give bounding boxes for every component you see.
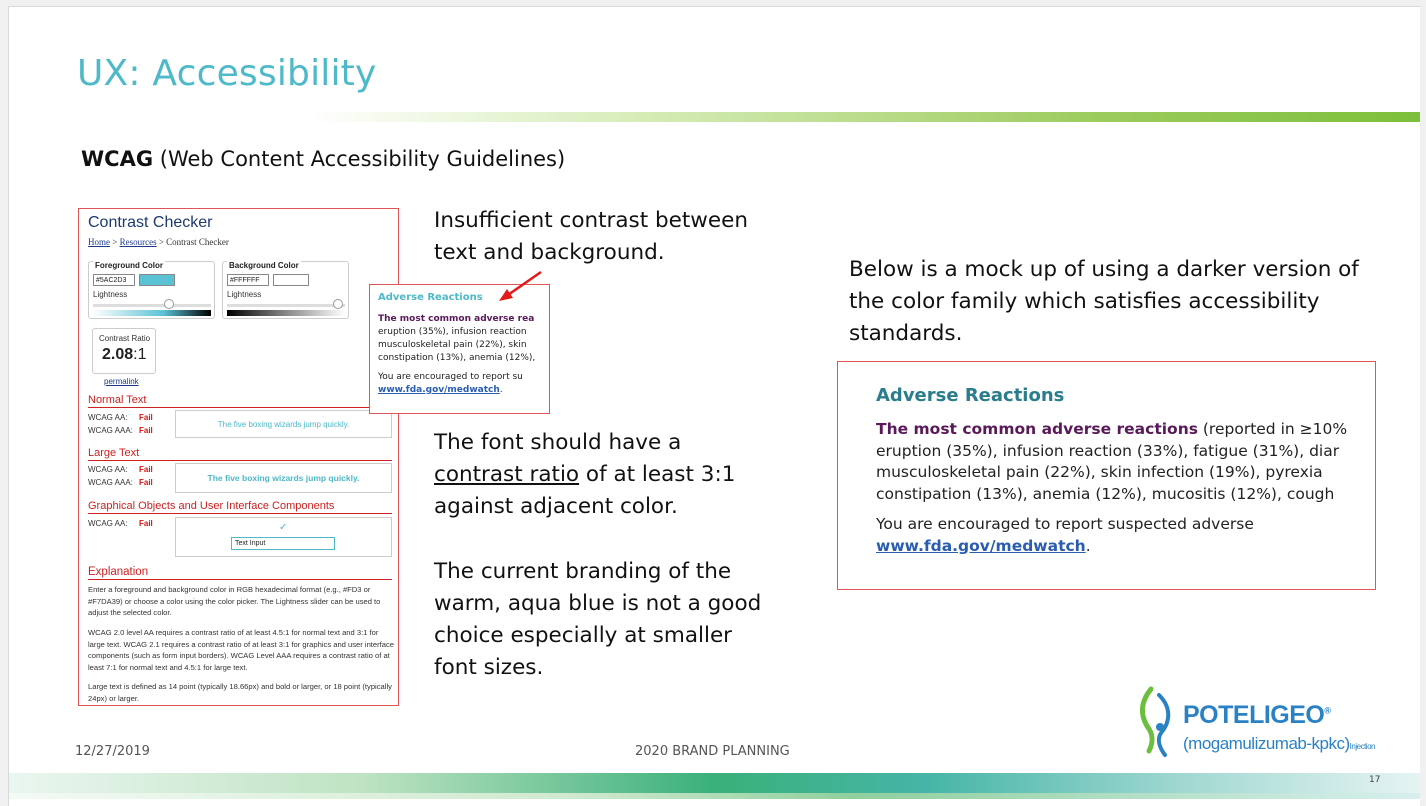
- mock-line-3: standards.: [849, 321, 963, 346]
- font-line-1: The font should have a: [434, 430, 682, 455]
- foreground-swatch[interactable]: [139, 274, 175, 286]
- subtitle-bold: WCAG: [81, 147, 154, 171]
- logo-leaf-icon: [1137, 685, 1181, 761]
- slide: [8, 6, 1420, 806]
- large-aaa-row: [88, 478, 153, 487]
- foreground-gradient: [93, 310, 211, 316]
- normal-text-sample: The five boxing wizards jump quickly.: [175, 410, 392, 438]
- adverse-small-body: [378, 313, 550, 365]
- normal-aa-row: [88, 413, 153, 422]
- foreground-lightness-track[interactable]: [93, 304, 211, 307]
- branding-line-1: The current branding of the: [434, 559, 732, 584]
- background-gradient: [227, 310, 345, 316]
- background-hex-input[interactable]: #FFFFFF: [227, 274, 269, 286]
- row-label: WCAG AA:: [88, 465, 128, 474]
- background-color-box: [222, 261, 349, 319]
- mock-line-1: Below is a mock up of using a darker version of: [849, 257, 1359, 282]
- ratio-number: 2.08: [102, 346, 134, 363]
- contrast-ratio-link[interactable]: contrast ratio: [434, 462, 580, 487]
- background-label: Background Color: [229, 261, 299, 270]
- mock-body: [876, 419, 1347, 505]
- contrast-ratio-text: [434, 427, 735, 523]
- adverse-reactions-mockup: [837, 361, 1376, 590]
- slide-title: UX: Accessibility: [77, 53, 377, 94]
- fail-badge: Fail: [139, 478, 153, 487]
- foreground-hex-input[interactable]: #5AC2D3: [93, 274, 135, 286]
- large-aa-row: [88, 465, 153, 474]
- branding-line-4: font sizes.: [434, 655, 544, 680]
- contrast-ratio-label: Contrast Ratio: [99, 334, 151, 343]
- mock-line-1-bold: The most common adverse reactions: [876, 420, 1198, 438]
- contrast-ratio-box: [92, 328, 156, 374]
- mock-line-2: eruption (35%), infusion reaction (33%), fatigue (31%), diar: [876, 441, 1340, 460]
- footer-gradient-bar-lower: [9, 793, 1420, 799]
- row-label: WCAG AA:: [88, 413, 128, 422]
- insufficient-line-2: text and background.: [434, 240, 665, 265]
- checkmark-icon: ✓: [279, 522, 288, 533]
- explanation-paragraph-1: Enter a foreground and background color in RGB hexadecimal format (e.g., #FD3 or #F7DA39) or choose a color using the color picker. The Lightness slider can be used to adjust the selected color.: [88, 585, 381, 617]
- large-text-sample: The five boxing wizards jump quickly.: [175, 463, 392, 493]
- sample-text-input[interactable]: Text Input: [231, 537, 335, 550]
- background-lightness-slider[interactable]: [333, 299, 343, 309]
- row-label: WCAG AAA:: [88, 478, 133, 487]
- breadcrumb: [88, 237, 229, 247]
- background-lightness-label: Lightness: [227, 290, 262, 299]
- mock-line-3: musculoskeletal pain (22%), skin infection (19%), pyrexia: [876, 463, 1323, 481]
- medwatch-link-small[interactable]: www.fda.gov/medwatch: [378, 385, 500, 395]
- mock-line-1-rest: (reported in ≥10%: [1197, 420, 1348, 438]
- font-line-2: [434, 459, 735, 491]
- explanation-paragraph-3: Large text is defined as 14 point (typically 18.66px) and bold or larger, or 18 point (typically 24px) or larger.: [88, 682, 392, 703]
- mock-line-4: constipation (13%), anemia (12%), mucositis (12%), cough: [876, 484, 1335, 503]
- poteligeo-logo: [1137, 683, 1407, 763]
- permalink-link[interactable]: permalink: [104, 377, 139, 386]
- font-line-3: against adjacent color.: [434, 494, 678, 519]
- branding-text: [434, 556, 761, 684]
- explanation-heading: Explanation: [88, 566, 392, 580]
- logo-generic-name: (mogamulizumab-kpkc): [1183, 734, 1350, 753]
- contrast-ratio-value: [102, 346, 146, 364]
- breadcrumb-home-link[interactable]: Home: [88, 237, 110, 247]
- subtitle: [81, 147, 565, 171]
- mock-line-2: the color family which satisfies accessibility: [849, 289, 1320, 314]
- branding-line-3: choice especially at smaller: [434, 623, 733, 648]
- foreground-lightness-label: Lightness: [93, 290, 128, 299]
- font-line-2-rest: of at least 3:1: [579, 462, 736, 487]
- adverse-small-line-4: constipation (13%), anemia (12%),: [378, 353, 536, 363]
- adverse-reactions-original-screenshot: [369, 284, 550, 414]
- logo-brand-name: POTELIGEO: [1183, 701, 1325, 729]
- normal-aaa-row: [88, 426, 153, 435]
- fail-badge: Fail: [139, 426, 153, 435]
- foreground-label: Foreground Color: [95, 261, 163, 270]
- mock-heading: Adverse Reactions: [876, 385, 1065, 406]
- large-text-heading: Large Text: [88, 447, 392, 461]
- logo-brand: [1183, 701, 1331, 730]
- adverse-small-heading: Adverse Reactions: [378, 292, 483, 303]
- mock-report: [876, 514, 1254, 557]
- footer-gradient-bar: [9, 773, 1420, 795]
- fail-badge: Fail: [139, 519, 153, 528]
- graphical-aa-row: [88, 519, 153, 528]
- adverse-small-line-1: The most common adverse rea: [378, 314, 535, 324]
- insufficient-contrast-text: [434, 205, 748, 269]
- mock-report-line: You are encouraged to report suspected adverse: [876, 515, 1254, 533]
- title-accent-bar: [309, 112, 1420, 122]
- red-arrow-icon: [497, 269, 547, 303]
- contrast-checker-screenshot: [78, 208, 399, 706]
- footer-date: 12/27/2019: [75, 744, 150, 759]
- breadcrumb-resources-link[interactable]: Resources: [119, 237, 157, 247]
- mockup-description-text: [849, 254, 1359, 350]
- background-lightness-track[interactable]: [227, 304, 345, 307]
- period: .: [499, 385, 503, 395]
- logo-registered: ®: [1324, 705, 1331, 716]
- ratio-suffix: :1: [133, 346, 147, 363]
- footer-center-text: 2020 BRAND PLANNING: [635, 744, 790, 759]
- page-number: 17: [1369, 775, 1381, 785]
- subtitle-rest: (Web Content Accessibility Guidelines): [153, 147, 566, 171]
- breadcrumb-current: > Contrast Checker: [156, 237, 229, 247]
- foreground-color-box: [88, 261, 215, 319]
- adverse-small-report-line: You are encouraged to report su: [378, 372, 523, 382]
- checker-title: Contrast Checker: [88, 214, 213, 231]
- adverse-small-line-3: musculoskeletal pain (22%), skin: [378, 340, 527, 350]
- fail-badge: Fail: [139, 413, 153, 422]
- adverse-small-report: [378, 371, 523, 397]
- medwatch-link-mock[interactable]: www.fda.gov/medwatch: [876, 536, 1086, 555]
- insufficient-line-1: Insufficient contrast between: [434, 208, 748, 233]
- logo-injection: Injection: [1349, 742, 1375, 751]
- branding-line-2: warm, aqua blue is not a good: [434, 591, 762, 616]
- adverse-small-line-2: eruption (35%), infusion reaction: [378, 327, 527, 337]
- normal-text-heading: Normal Text: [88, 394, 392, 408]
- logo-generic: [1183, 734, 1375, 754]
- fail-badge: Fail: [139, 465, 153, 474]
- foreground-lightness-slider[interactable]: [164, 299, 174, 309]
- explanation-paragraph-2: WCAG 2.0 level AA requires a contrast ratio of at least 4.5:1 for normal text and 3:1 for large text. WCAG 2.1 requires a contrast ratio of at least 3:1 for graphics and user interface components (such as form input borders). WCAG Level AAA requires a contrast ratio of at least 7:1 for normal text and 4.5:1 for large text.: [88, 628, 395, 672]
- period: .: [1085, 536, 1091, 555]
- breadcrumb-separator: >: [110, 237, 120, 247]
- background-swatch[interactable]: [273, 274, 309, 286]
- row-label: WCAG AA:: [88, 519, 128, 528]
- row-label: WCAG AAA:: [88, 426, 133, 435]
- graphical-objects-heading: Graphical Objects and User Interface Components: [88, 500, 392, 514]
